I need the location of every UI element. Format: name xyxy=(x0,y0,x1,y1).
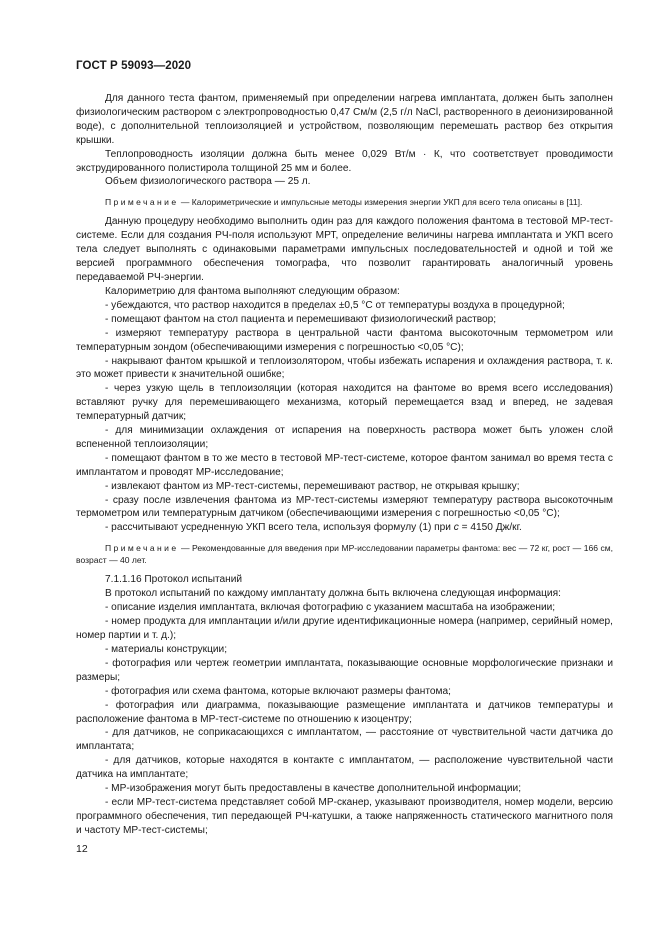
formula-text: - рассчитывают усредненную УКП всего тела, используя формулу (1) при xyxy=(105,522,454,534)
list-item: - фотография или диаграмма, показывающие размещение имплантата и датчиков температуры и расположение фантома в МР-тест-системе по отношению к изоцентру; xyxy=(76,699,613,725)
list-item: - убеждаются, что раствор находится в пределах ±0,5 °С от температуры воздуха в процедурной; xyxy=(105,299,565,311)
list-item: - для датчиков, не соприкасающихся с имплантатом, — расстояние от чувствительной части датчика до имплантата; xyxy=(76,727,613,753)
list-item: - помещают фантом на стол пациента и перемешивают физиологический раствор; xyxy=(105,313,497,325)
note xyxy=(76,196,613,208)
list-item: - номер продукта для имплантации и/или другие идентификационные номера (например, серийный номер, номер партии и т. д.); xyxy=(76,616,613,642)
document-body xyxy=(76,92,613,838)
list-item: - описание изделия имплантата, включая фотографию с указанием масштаба на изображении; xyxy=(105,602,556,614)
section-heading: 7.1.1.16 Протокол испытаний xyxy=(105,574,243,586)
paragraph: Теплопроводность изоляции должна быть менее 0,029 Вт/м · К, что соответствует проводимости экструдированного полистирола толщиной 25 мм и более. xyxy=(76,148,613,174)
list-item: - сразу после извлечения фантома из МР-тест-системы измеряют температуру раствора высокоточным термометром или температурным датчиком (обеспечивающими измерения с погрешностью <0,05 °С); xyxy=(76,494,613,520)
list-item: - если МР-тест-система представляет собой МР-сканер, указывают производителя, номер модели, версию программного обеспечения, тип передающей РЧ-катушки, а также напряженность статического магнитного поля и частоту МР-тест-системы; xyxy=(76,796,613,836)
formula-text: = 4150 Дж/кг. xyxy=(458,522,522,534)
list-item: - для датчиков, которые находятся в контакте с имплантатом, — расположение чувствительной части датчика на имплантате; xyxy=(76,755,613,781)
list-item: - помещают фантом в то же место в тестовой МР-тест-системе, которое фантом занимал во время теста с имплантатом и проводят МР-исследование; xyxy=(76,452,613,478)
paragraph: В протокол испытаний по каждому имплантату должна быть включена следующая информация: xyxy=(105,588,561,600)
list-item: - через узкую щель в теплоизоляции (которая находится на фантоме во время всего исследования) вставляют ручку для перемешивающего механизма, который перемещается взад и вперед, не задевая температурный датчик; xyxy=(76,383,613,423)
note-label: Примечание xyxy=(105,543,179,554)
list-item: - для минимизации охлаждения от испарения на поверхность раствора может быть уложен слой вспененной теплоизоляции; xyxy=(76,425,613,450)
list-item: - измеряют температуру раствора в центральной части фантома высокоточным термометром или температурным зондом (обеспечивающими измерения с погрешностью <0,05 °С); xyxy=(76,327,613,353)
note-text: — Рекомендованные для введения при МР-исследовании параметры фантома: вес — 72 кг, рост — 166 см, возраст — 40 лет. xyxy=(76,543,613,566)
list-item: - МР-изображения могут быть предоставлены в качестве дополнительной информации; xyxy=(105,783,522,795)
list-item: - извлекают фантом из МР-тест-системы, перемешивают раствор, не открывая крышку; xyxy=(105,480,520,492)
note-label: Примечание xyxy=(105,197,179,208)
note-text: — Калориметрические и импульсные методы измерения энергии УКП для всего тела описаны в [11]. xyxy=(178,197,583,208)
paragraph: Данную процедуру необходимо выполнить один раз для каждого положения фантома в тестовой МР-тест-системе. Если для создания РЧ-поля используют МРТ, определение величины нагрева имплантата и УКП всего тела следует выполнять с одинаковыми параметрами импульсных последовательностей и одной и той же версией программного обеспечения томографа, что позволит гарантировать аналогичный уровень передаваемой РЧ-энергии. xyxy=(76,216,613,284)
list-item: - фотография или схема фантома, которые включают размеры фантома; xyxy=(105,685,451,697)
standard-header: ГОСТ Р 59093—2020 xyxy=(76,60,192,72)
paragraph: Калориметрию для фантома выполняют следующим образом: xyxy=(105,285,400,297)
paragraph: Для данного теста фантом, применяемый при определении нагрева имплантата, должен быть заполнен физиологическим раствором с электропроводностью 0,47 См/м (2,5 г/л NaCl, растворенного в деионизированной воде), с дополнительной теплоизоляцией и устройством, позволяющим перемешать раствор без открытия крышки. xyxy=(76,93,613,146)
paragraph: Объем физиологического раствора — 25 л. xyxy=(105,176,311,188)
list-item: - накрывают фантом крышкой и теплоизолятором, чтобы избежать испарения и охлаждения раствора, т. к. это может привести к значительной ошибке; xyxy=(76,355,613,381)
page-number: 12 xyxy=(76,843,88,855)
note xyxy=(76,542,613,566)
formula-variable: c xyxy=(453,522,459,534)
list-item: - материалы конструкции; xyxy=(105,644,228,655)
list-item xyxy=(76,521,613,535)
list-item: - фотография или чертеж геометрии имплантата, показывающие основные морфологические признаки и размеры; xyxy=(76,657,613,683)
